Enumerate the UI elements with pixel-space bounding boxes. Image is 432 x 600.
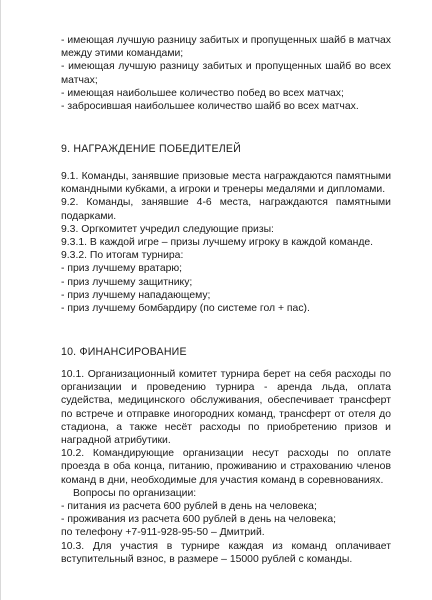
paragraph: 9.3. Оргкомитет учредил следующие призы: [61, 223, 274, 235]
paragraph: 10.1. Организационный комитет турнира берет на себя расходы по организации и проведению турнира - аренда льда, оплата судейства, медицинского обслуживания, обеспечивает трансферт по встрече и отправке иногородних команд, трансферт от отеля до стадиона, а также несёт расходы по приобретению призов и наградной атрибутики. [61, 369, 391, 447]
list-item: - имеющая лучшую разницу забитых и пропущенных шайб во всех матчах; [61, 61, 391, 86]
paragraph: 9.1. Команды, занявшие призовые места награждаются памятными командными кубками, а игроки и тренеры медалями и дипломами. [61, 171, 391, 196]
section-heading: 9. НАГРАЖДЕНИЕ ПОБЕДИТЕЛЕЙ [61, 143, 241, 155]
paragraph: 10.3. Для участия в турнире каждая из команд оплачивает вступительный взнос, в размере – 15000 рублей с команды. [61, 540, 391, 565]
list-item: - приз лучшему защитнику; [61, 276, 193, 288]
tiebreak-list [61, 34, 391, 113]
list-item: - приз лучшему бомбардиру (по системе гол + пас). [61, 303, 310, 315]
list-item: - приз лучшему нападающему; [61, 289, 211, 301]
list-item: - питания из расчета 600 рублей в день на человека; [61, 501, 317, 513]
section-9 [61, 142, 391, 156]
list-item: - имеющая лучшую разницу забитых и пропущенных шайб в матчах между этими командами; [61, 35, 391, 60]
list-item: - проживания из расчета 600 рублей в день на человека; [61, 514, 336, 526]
section-10 [61, 345, 391, 359]
paragraph: 9.3.2. По итогам турнира: [61, 250, 184, 262]
paragraph: 9.2. Команды, занявшие 4-6 места, награждаются памятными подарками. [61, 197, 391, 222]
contacts-title: Вопросы по организации: [73, 487, 197, 499]
list-item: - приз лучшему вратарю; [61, 263, 183, 275]
list-item: - имеющая наибольшее количество побед во всех матчах; [61, 87, 344, 99]
paragraph: 10.2. Командирующие организации несут расходы по оплате проезда в оба конца, питанию, проживанию и страхованию членов команд в дни, необходимые для участия команд в соревнованиях. [61, 448, 391, 486]
phone-line: по телефону +7-911-928-95-50 – Дмитрий. [61, 527, 265, 539]
paragraph: 9.3.1. В каждой игре – призы лучшему игроку в каждой команде. [61, 237, 374, 249]
section-heading: 10. ФИНАНСИРОВАНИЕ [61, 346, 187, 358]
list-item: - забросившая наибольшее количество шайб во всех матчах. [61, 101, 359, 113]
section-9-body [61, 170, 391, 315]
section-10-body [61, 368, 391, 566]
